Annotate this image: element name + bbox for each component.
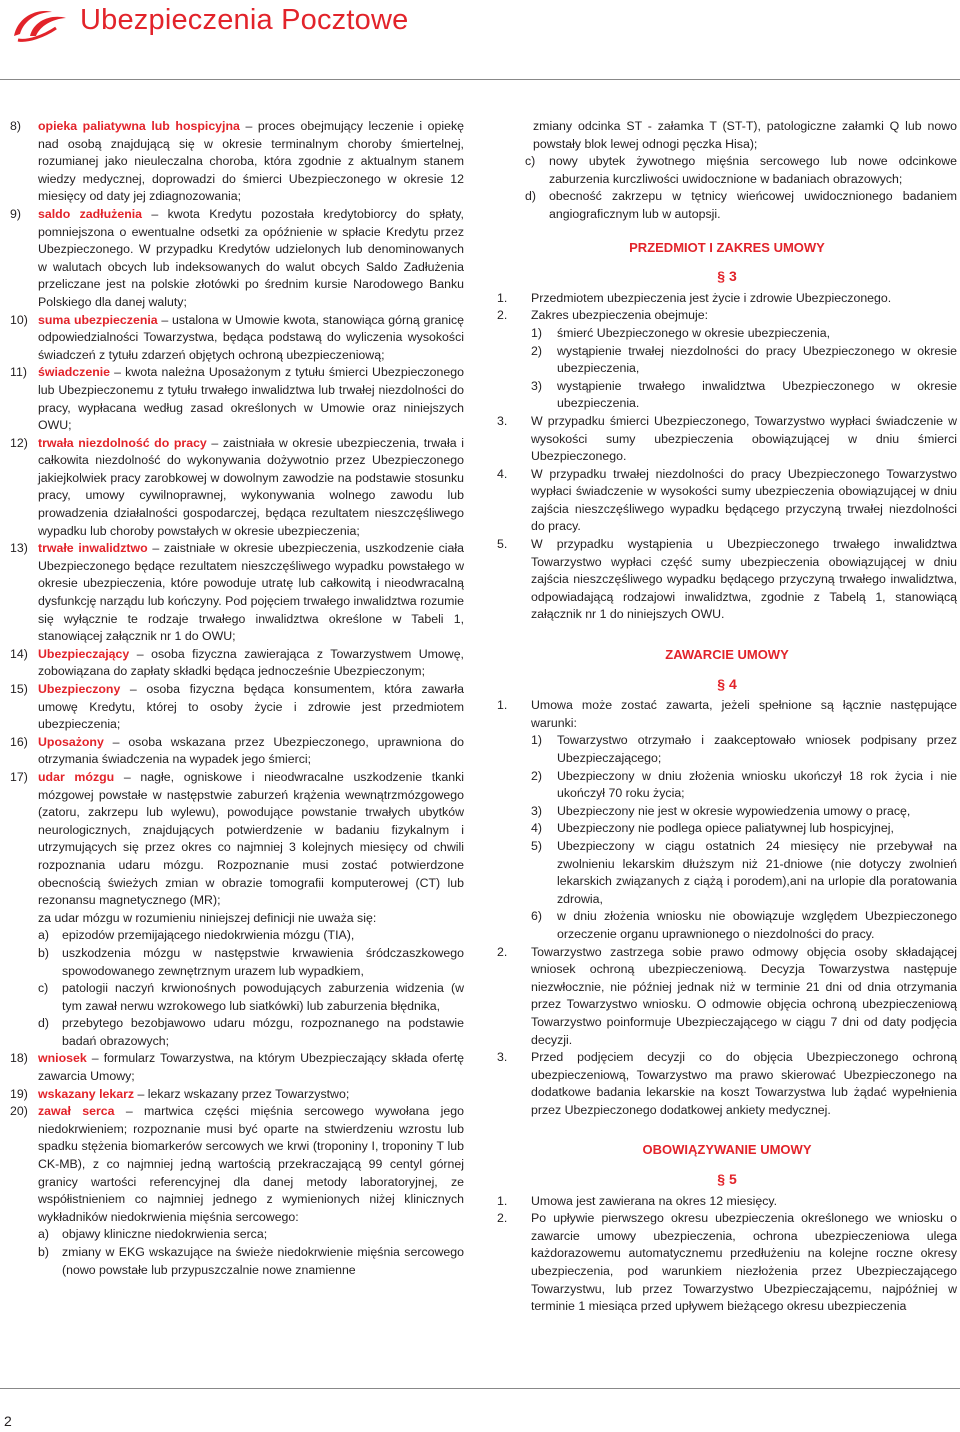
- item-text: [531, 290, 957, 308]
- item-body: Ubezpieczony nie podlega opiece paliatywnej lub hospicyjnej,: [557, 821, 894, 836]
- clause-subitem: [531, 803, 957, 821]
- item-body: – proces obejmujący leczenie i opiekę nad osobą znajdującą się w okresie terminalnym choroby śmiertelnej, rozumianej jako nieuleczalna choroba, która zgodnie z aktualnym stanem wiedzy medycznej, doprowadzi do śmierci Ubezpieczonego w okresie 12 miesięcy od daty jej zdiagnozowania;: [38, 119, 464, 204]
- section-heading-przedmiot: PRZEDMIOT I ZAKRES UMOWY: [629, 239, 825, 255]
- item-text: [531, 1210, 957, 1316]
- item-body: – nagłe, ogniskowe i nieodwracalne uszkodzenie tkanki mózgowej powstałe w następstwie zaburzeń krążenia wewnątrzmózgowego (zatoru, zakrzepu lub wylewu), powodujące powstanie trwałych ubytków neurologicznych, znajdujących potwierdzenie w badaniu fizykalnym i utrzymujących się przez okres co najmniej 3 kolejnych miesięcy od chwili rozpoznania udaru mózgu. Rozpoznanie musi zostać potwierdzone obecnością świeżych zmian w obrazie tomografii komputerowej (CT) lub rezonansu magnetycznego (MR);: [38, 769, 464, 908]
- item-text: [557, 838, 957, 908]
- item-number: 1): [531, 325, 542, 340]
- item-number: 20): [10, 1104, 28, 1119]
- ubezpieczenia-pocztowe-logo-icon: [8, 6, 72, 46]
- clause-subitem: [531, 325, 957, 343]
- clause-item: [497, 290, 957, 308]
- item-number: 13): [10, 541, 28, 556]
- item-text: [557, 768, 957, 803]
- item-body: – ustalona w Umowie kwota, stanowiąca górną granicę odpowiedzialności Towarzystwa, będąca podstawą do wyliczenia wysokości świadczeń z tytułu zdarzeń objętych ochroną ubezpieczeniową;: [38, 312, 464, 362]
- paragraph-number-4: § 4: [717, 675, 737, 692]
- clause-item: [497, 466, 957, 536]
- section-heading-obowiazywanie: OBOWIĄZYWANIE UMOWY: [642, 1142, 812, 1158]
- clause-subitem: [531, 343, 957, 378]
- item-text: [62, 927, 464, 945]
- item-body: – lekarz wskazany przez Towarzystwo;: [134, 1086, 350, 1101]
- item-body: wystąpienie trwałego inwalidztwa Ubezpieczonego w okresie ubezpieczenia.: [557, 378, 957, 411]
- paragraph-number-5: § 5: [717, 1171, 737, 1188]
- item-text: [38, 1103, 464, 1226]
- item-number: 3): [531, 378, 542, 393]
- clause-subitem: [531, 908, 957, 943]
- item-number: 4): [531, 821, 542, 836]
- section-3-items-2: [497, 413, 957, 624]
- item-body: patologii naczyń krwionośnych powodujących zaburzenia widzenia (w tym zawał nerwu wzrokowego lub siatkówki) lub zaburzenia błędnika,: [62, 981, 464, 1013]
- item-number: 5): [531, 838, 542, 853]
- clause-item: [497, 413, 957, 466]
- item-body: – osoba fizyczna będąca konsumentem, która zawarła umowę Kredytu, której to osoby życie i zdrowie jest przedmiotem ubezpieczenia;: [38, 682, 464, 732]
- criterion-item: [38, 1226, 464, 1244]
- item-number: 3.: [497, 413, 508, 428]
- item-body: Po upływie pierwszego okresu ubezpieczenia określonego we wniosku o zawarcie umowy ubezpieczenia, ochrona ubezpieczeniowa ulega każdorazowemu automatycznemu przedłużeniu na kolejne roczne okresy ubezpieczenia, pod warunkiem niezłożenia przez Ubezpieczającego Towarzystwu, lub przez Towarzystwo Ubezpieczającemu, najpóźniej w terminie 1 miesiąca przed upływem bieżącego okresu ubezpieczenia: [531, 1211, 957, 1314]
- item-text: [62, 1244, 464, 1279]
- item-text: [557, 820, 957, 838]
- item-number: 10): [10, 312, 28, 327]
- item-number: 1.: [497, 290, 508, 305]
- criterion-item: [525, 188, 957, 223]
- item-number: 3): [531, 803, 542, 818]
- item-text: [38, 118, 464, 206]
- definition-item: [10, 364, 464, 434]
- defined-term: Ubezpieczający: [38, 646, 130, 661]
- item-number: 9): [10, 206, 21, 221]
- clause-item: [497, 307, 957, 325]
- clause-item: [497, 697, 957, 732]
- item-body: epizodów przemijającego niedokrwienia mózgu (TIA),: [62, 928, 355, 943]
- item-text: [557, 378, 957, 413]
- item-text: [557, 908, 957, 943]
- item-body: Towarzystwo otrzymało i zaakceptowało wniosek podpisany przez Ubezpieczającego;: [557, 733, 957, 765]
- item-body: Ubezpieczony w ciągu ostatnich 24 miesięcy nie przebywał na zwolnieniu lekarskim dłuższym niż 21-dniowe (nie dotyczy zwolnień lekarskich związanych z ciążą i porodem),ani na urlopie dla poratowania zdrowia,: [557, 838, 957, 906]
- item-text: [62, 1226, 464, 1244]
- paragraph-number-3: § 3: [717, 268, 737, 285]
- item-body: Towarzystwo zastrzega sobie prawo odmowy objęcia osoby składającej wniosek ochroną ubezpieczeniową. Decyzja Towarzystwa następuje niezwłocznie, nie później jednak niż w terminie 21 dni od dnia otrzymania przez Towarzystwo wniosku. O odmowie objęcia ochroną ubezpieczeniową Towarzystwo poinformuje Ubezpieczającego w ciągu 7 dni od daty podjęcia decyzji.: [531, 944, 957, 1047]
- item-text: [531, 1193, 957, 1211]
- defined-term: saldo zadłużenia: [38, 206, 143, 221]
- clause-item: [497, 1210, 957, 1316]
- item-text: [62, 945, 464, 980]
- item-text: [38, 540, 464, 646]
- item-body: Przed podjęciem decyzji co do objęcia Ubezpieczonego ochroną ubezpieczeniową, Towarzystwo ma prawo skierować Ubezpieczonego na dodatkowe badania lekarskie na koszt Towarzystwa lub żądać wypełnienia przez Ubezpieczonego dodatkowej ankiety medycznej.: [531, 1050, 957, 1117]
- item-number: 4.: [497, 466, 508, 481]
- clause-item: [497, 1049, 957, 1119]
- item-text: [38, 206, 464, 312]
- item-number: 3.: [497, 1050, 508, 1065]
- item-text: [38, 769, 464, 910]
- item-body: objawy kliniczne niedokrwienia serca;: [62, 1227, 268, 1242]
- item-body: Umowa może zostać zawarta, jeżeli spełnione są łącznie następujące warunki:: [531, 698, 957, 730]
- item-text: [549, 188, 957, 223]
- exclusion-item: [38, 945, 464, 980]
- clause-item: [497, 536, 957, 624]
- page-number: 2: [4, 1413, 12, 1429]
- item-text: [531, 1049, 957, 1119]
- item-number: 15): [10, 682, 28, 696]
- item-number: c): [38, 981, 49, 996]
- item-body: Ubezpieczony w dniu złożenia wniosku ukończył 18 rok życia i nie ukończył 70 roku życia;: [557, 768, 957, 801]
- item-text: [531, 697, 957, 732]
- clause-subitem: [531, 838, 957, 908]
- zawal-criteria-list-continued: [497, 153, 957, 223]
- section-3-items: [497, 290, 957, 325]
- item-body: śmierć Ubezpieczonego w okresie ubezpieczenia,: [557, 325, 831, 340]
- item-number: d): [38, 1016, 49, 1031]
- item-body: uszkodzenia mózgu w następstwie krwawienia śródczaszkowego spowodowanego zewnętrznym urazem lub wypadkiem,: [62, 945, 464, 978]
- item-body: zmiany w EKG wskazujące na świeże niedokrwienie mięśnia sercowego (nowo powstałe lub przypuszczalnie nowe znamienne: [62, 1245, 464, 1277]
- section-4-subitems: [497, 732, 957, 943]
- clause-subitem: [531, 820, 957, 838]
- zawal-criteria-continued: zmiany odcinka ST - załamka T (ST-T), patologiczne załamki Q lub nowo powstały blok lewej odnogi pęczka Hisa);: [533, 119, 957, 151]
- item-number: a): [38, 928, 49, 943]
- criterion-item: [525, 153, 957, 188]
- clause-item: [497, 944, 957, 1050]
- definition-item: [10, 118, 464, 206]
- item-text: [38, 435, 464, 541]
- item-text: [531, 307, 957, 325]
- item-text: [38, 1086, 464, 1104]
- item-text: [38, 312, 464, 365]
- item-body: W przypadku wystąpienia u Ubezpieczonego trwałego inwalidztwa Towarzystwo wypłaci część sumy ubezpieczenia obowiązującej w dniu zajścia nieszczęśliwego wypadku będącego przyczyną trwałego inwalidztwa, odpowiadającą rodzajowi inwalidztwa, zgodnie z Tabelą 1, stanowiącą załącznik nr 1 do niniejszych OWU.: [531, 537, 957, 622]
- item-text: [531, 536, 957, 624]
- defined-term: zawał serca: [38, 1104, 115, 1119]
- item-body: wystąpienie trwałej niezdolności do pracy Ubezpieczonego w okresie ubezpieczenia,: [557, 343, 957, 376]
- item-text: [38, 646, 464, 681]
- left-column: [10, 118, 464, 1279]
- item-text: [38, 734, 464, 769]
- item-number: 14): [10, 646, 28, 661]
- defined-term: wskazany lekarz: [38, 1086, 135, 1101]
- definitions-list-2: [10, 1050, 464, 1226]
- item-body: – kwota Kredytu pozostała kredytobiorcy do spłaty, pomniejszona o ewentualne odsetki za opóźnienie w spłacie Kredytu przez Ubezpieczonego. W przypadku Kredytów udzielonych lub denominowanych w walutach obcych lub indeksowanych do walut obcych Saldo Zadłużenia przeliczane jest na polskie złotówki po średnim kursie Narodowego Banku Polskiego dla danej waluty;: [38, 206, 464, 309]
- section-heading-zawarcie: ZAWARCIE UMOWY: [665, 647, 789, 663]
- item-number: 2.: [497, 308, 508, 323]
- defined-term: trwała niezdolność do pracy: [38, 435, 207, 450]
- item-number: 1.: [497, 698, 508, 713]
- item-body: Umowa jest zawierana na okres 12 miesięcy.: [531, 1193, 778, 1208]
- item-text: [557, 803, 957, 821]
- footer-divider: [0, 1388, 960, 1389]
- item-body: – osoba fizyczna zawierająca z Towarzystwem Umowę, zobowiązana do zapłaty składki będąca jednocześnie Ubezpieczonym;: [38, 646, 464, 679]
- exclusion-item: [38, 1015, 464, 1050]
- item-number: 16): [10, 734, 28, 749]
- item-text: [549, 153, 957, 188]
- definition-item: [10, 1086, 464, 1104]
- defined-term: trwałe inwalidztwo: [38, 541, 148, 556]
- header-divider: [0, 79, 960, 80]
- section-4-items-2: [497, 944, 957, 1120]
- item-text: [557, 732, 957, 767]
- item-number: 11): [10, 365, 27, 380]
- item-text: [62, 980, 464, 1015]
- udar-exclusions-list: [10, 927, 464, 1050]
- item-body: W przypadku trwałej niezdolności do pracy Ubezpieczonego Towarzystwo wypłaci świadczenie w wysokości sumy ubezpieczenia obowiązującej w dniu zajścia nieszczęśliwego wypadku będącego przyczyną trwałej niezdolności do pracy.: [531, 466, 957, 534]
- item-number: 19): [10, 1086, 28, 1101]
- item-number: 18): [10, 1051, 28, 1066]
- item-text: [62, 1015, 464, 1050]
- definition-item: [10, 646, 464, 681]
- item-number: 17): [10, 769, 28, 784]
- item-text: [531, 413, 957, 466]
- definitions-list: [10, 118, 464, 910]
- item-body: – formularz Towarzystwa, na którym Ubezpieczający składa ofertę zawarcia Umowy;: [38, 1051, 464, 1084]
- definition-item: [10, 769, 464, 910]
- defined-term: suma ubezpieczenia: [38, 312, 158, 327]
- item-text: [38, 681, 464, 734]
- definition-item: [10, 734, 464, 769]
- item-number: 1.: [497, 1193, 508, 1208]
- item-number: 12): [10, 435, 28, 450]
- item-number: b): [38, 945, 49, 960]
- section-4-items: [497, 697, 957, 732]
- definition-item: [10, 312, 464, 365]
- zawal-criteria-list: [10, 1226, 464, 1279]
- clause-subitem: [531, 768, 957, 803]
- clause-subitem: [531, 732, 957, 767]
- defined-term: wniosek: [38, 1051, 87, 1066]
- item-body: przebytego bezobjawowo udaru mózgu, rozpoznanego na podstawie badań obrazowych;: [62, 1016, 464, 1048]
- right-column: [497, 118, 957, 1316]
- item-number: 1): [531, 733, 542, 748]
- brand-title: Ubezpieczenia Pocztowe: [80, 4, 409, 36]
- item-body: – zaistniała w okresie ubezpieczenia, trwała i całkowita niezdolność do wykonywania dożywotnio przez Ubezpieczonego jakiejkolwiek pracy zarobkowej w dowolnym zawodzie na podstawie stosunku pracy, umowy cywilnoprawnej, wykonywania wolnego zawodu lub prowadzenia działalności gospodarczej, będąca rezultatem nieszczęśliwego wypadku lub choroby powstałych w okresie ubezpieczenia;: [38, 435, 464, 538]
- exclusion-item: [38, 980, 464, 1015]
- defined-term: świadczenie: [38, 365, 111, 380]
- definition-item: [10, 681, 464, 734]
- section-5-items: [497, 1193, 957, 1316]
- item-body: nowy ubytek żywotnego mięśnia sercowego lub nowe odcinkowe zaburzenia kurczliwości uwidocznione w badaniach obrazowych;: [549, 154, 957, 186]
- item-body: Przedmiotem ubezpieczenia jest życie i zdrowie Ubezpieczonego.: [531, 290, 892, 305]
- item-number: 6): [531, 909, 542, 924]
- exclusion-item: [38, 927, 464, 945]
- clause-item: [497, 1193, 957, 1211]
- item-text: [557, 325, 957, 343]
- defined-term: Uposażony: [38, 734, 104, 749]
- item-body: Zakres ubezpieczenia obejmuje:: [531, 308, 709, 323]
- item-text: [557, 343, 957, 378]
- item-body: obecność zakrzepu w tętnicy wieńcowej uwidocznionego badaniem angiograficznym lub w autopsji.: [549, 189, 957, 221]
- item-body: – zaistniałe w okresie ubezpieczenia, uszkodzenie ciała Ubezpieczonego będące rezultatem nieszczęśliwego wypadku powstałego w okresie ubezpieczenia, które powoduje utratę lub całkowitą i nieodwracalną dysfunkcję narządu lub kończyny. Pod pojęciem trwałego inwalidztwa rozumie się wyłącznie te rodzaje trwałego inwalidztwa określone w Tabeli 1, stanowiącej załącznik nr 1 do OWU;: [38, 541, 464, 644]
- udar-exclusions-intro: za udar mózgu w rozumieniu niniejszej definicji nie uważa się:: [38, 910, 377, 925]
- item-text: [531, 466, 957, 536]
- definition-item: [10, 1050, 464, 1085]
- item-number: c): [525, 154, 536, 169]
- definition-item: [10, 1103, 464, 1226]
- item-number: 2): [531, 768, 542, 783]
- definition-item: [10, 206, 464, 312]
- item-body: Ubezpieczony nie jest w okresie wypowiedzenia umowy o pracę,: [557, 803, 911, 818]
- item-number: 2.: [497, 1211, 508, 1226]
- defined-term: opieka paliatywna lub hospicyjna: [38, 119, 240, 133]
- item-body: – osoba wskazana przez Ubezpieczonego, uprawniona do otrzymania świadczenia na wypadek jego śmierci;: [38, 734, 464, 767]
- item-number: a): [38, 1227, 49, 1242]
- item-number: b): [38, 1245, 49, 1259]
- item-number: d): [525, 189, 536, 204]
- item-text: [38, 1050, 464, 1085]
- item-text: [531, 944, 957, 1050]
- item-number: 2.: [497, 944, 508, 959]
- section-3-subitems: [497, 325, 957, 413]
- item-body: – kwota należna Uposażonym z tytułu śmierci Ubezpieczonego lub Ubezpieczonemu z tytułu trwałego inwalidztwa lub trwałej niezdolności do pracy, wypłacana według zasad określonych w Umowie oraz niniejszych OWU;: [38, 365, 464, 433]
- item-body: – martwica części mięśnia sercowego wywołana jego niedokrwieniem; rozpoznanie musi być oparte na stwierdzeniu wzrostu lub spadku stężenia biomarkerów sercowych we krwi (troponiny I, troponiny T lub CK-MB), z co najmniej jedną wartością przekraczającą 99 centyl górnej granicy wartości referencyjnej dla danej metody laboratoryjnej, ze współistnieniem co najmniej jednego z wymienionych niżej klinicznych wykładników niedokrwienia mięśnia sercowego:: [38, 1104, 464, 1224]
- definition-item: [10, 435, 464, 541]
- item-number: 5.: [497, 537, 508, 552]
- clause-subitem: [531, 378, 957, 413]
- item-number: 8): [10, 119, 21, 133]
- defined-term: udar mózgu: [38, 769, 115, 784]
- definition-item: [10, 540, 464, 646]
- item-number: 2): [531, 343, 542, 358]
- item-body: w dniu złożenia wniosku nie obowiązuje względem Ubezpieczonego orzeczenie organu uprawnionego o niezdolności do pracy.: [557, 909, 957, 941]
- item-text: [38, 364, 464, 434]
- item-body: W przypadku śmierci Ubezpieczonego, Towarzystwo wypłaci świadczenie w wysokości sumy ubezpieczenia obowiązującej w dniu śmierci Ubezpieczonego.: [531, 413, 957, 464]
- header: [0, 0, 960, 50]
- defined-term: Ubezpieczony: [38, 682, 121, 696]
- criterion-item: [38, 1244, 464, 1279]
